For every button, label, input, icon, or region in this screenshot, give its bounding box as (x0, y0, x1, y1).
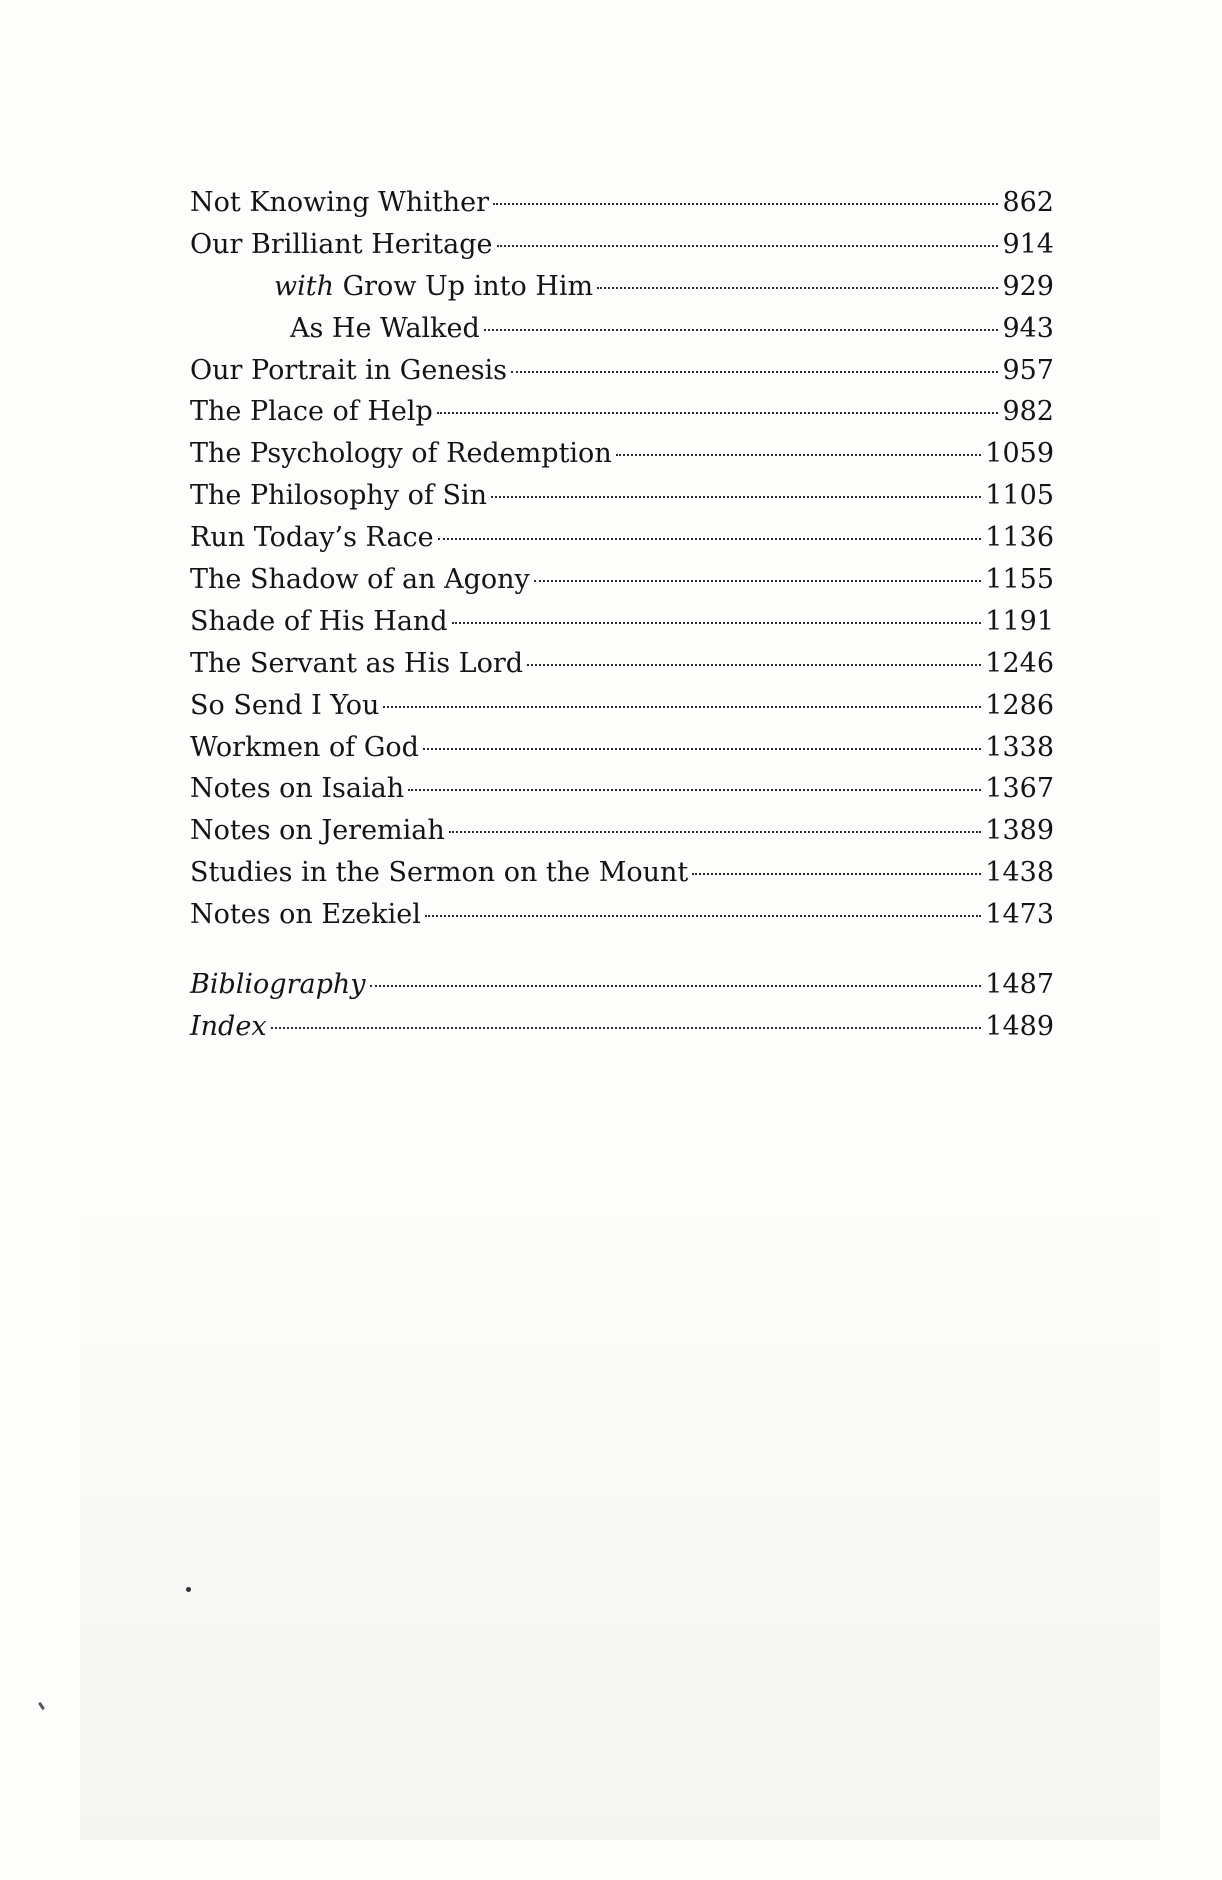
toc-entry-page: 914 (1002, 228, 1054, 260)
dot-leader (452, 622, 982, 624)
dot-leader (616, 454, 982, 456)
toc-entry-page: 1473 (985, 899, 1054, 931)
toc-entry-page: 1246 (985, 647, 1054, 679)
toc-entry-title: Notes on Ezekiel (190, 899, 421, 931)
toc-entry (190, 601, 1054, 643)
toc-entry-title: Studies in the Sermon on the Mount (190, 857, 689, 889)
toc-entry-title: Notes on Isaiah (190, 773, 405, 805)
toc-entry (190, 559, 1054, 601)
toc-entry (190, 727, 1054, 769)
toc-entry-page: 1155 (985, 564, 1054, 596)
toc-entry (190, 852, 1054, 894)
toc-entry-page: 862 (1002, 187, 1054, 218)
show-through-shadow (80, 1180, 1160, 1840)
toc-entry-prefix: with (274, 270, 334, 302)
toc-entry-page: 1487 (985, 969, 1054, 1001)
toc-entry-page: 1489 (985, 1010, 1054, 1042)
dot-leader (692, 873, 981, 875)
toc-entry-title: As He Walked (290, 312, 480, 344)
stray-mark (38, 1702, 45, 1710)
toc-entry-page: 1286 (985, 689, 1054, 721)
toc-entry-page: 1389 (985, 815, 1054, 847)
toc-entry-title: Shade of His Hand (190, 605, 448, 637)
toc-entry-title: Our Brilliant Heritage (190, 228, 493, 260)
dot-leader (497, 245, 999, 247)
toc-entry-title: Run Today’s Race (190, 522, 434, 554)
dot-leader (511, 371, 998, 373)
section-gap (190, 936, 1054, 964)
dot-leader (425, 915, 981, 917)
toc-entry (190, 224, 1054, 266)
toc-entry-page: 957 (1002, 354, 1054, 386)
toc-entry-page: 1059 (985, 438, 1054, 470)
toc-entry (190, 768, 1054, 810)
dot-leader (449, 831, 981, 833)
dot-leader (408, 789, 981, 791)
toc-entry (190, 350, 1054, 392)
dot-leader (438, 538, 982, 540)
toc-entry-title: Bibliography (190, 969, 366, 1001)
dot-leader (493, 203, 998, 205)
toc-entry-page: 1105 (985, 480, 1054, 512)
toc-entry-title: Not Knowing Whither (190, 187, 490, 218)
dot-leader (423, 748, 981, 750)
toc-entry (190, 475, 1054, 517)
toc-entry (190, 391, 1054, 433)
dot-leader (383, 706, 981, 708)
toc-entry-back-matter (190, 1006, 1054, 1048)
dot-leader (271, 1027, 982, 1029)
toc-entry-page: 1338 (985, 731, 1054, 763)
toc-entry-title: Notes on Jeremiah (190, 815, 445, 847)
toc-entry (190, 266, 1054, 308)
dot-leader (527, 664, 981, 666)
stray-mark (186, 1587, 191, 1592)
dot-leader (534, 580, 982, 582)
toc-entry (190, 308, 1054, 350)
dot-leader (597, 287, 998, 289)
toc-entry-title: So Send I You (190, 689, 380, 721)
toc-entry (190, 810, 1054, 852)
toc-entry-title-text: Grow Up into Him (334, 270, 594, 302)
toc-entry-page: 943 (1002, 312, 1054, 344)
toc-entry (190, 517, 1054, 559)
toc-entry-page: 1191 (985, 605, 1054, 637)
toc-entry (190, 643, 1054, 685)
toc-entry-title: Workmen of God (190, 731, 419, 763)
toc-entry-page: 1136 (985, 522, 1054, 554)
table-of-contents (190, 182, 1054, 1048)
dot-leader (484, 329, 999, 331)
toc-entry-title: The Psychology of Redemption (190, 438, 612, 470)
dot-leader (370, 985, 982, 987)
toc-entry-title (190, 266, 593, 308)
toc-entry-title: Index (190, 1010, 267, 1042)
toc-entry-page: 929 (1002, 270, 1054, 302)
toc-entry-page: 1438 (985, 857, 1054, 889)
toc-entry-title: Our Portrait in Genesis (190, 354, 508, 386)
toc-entry (190, 894, 1054, 936)
dot-leader (491, 496, 981, 498)
toc-entry (190, 182, 1054, 224)
toc-entry-back-matter (190, 964, 1054, 1006)
toc-entry-page: 1367 (985, 773, 1054, 805)
toc-entry (190, 685, 1054, 727)
toc-entry-title: The Place of Help (190, 396, 433, 428)
toc-entry-title: The Servant as His Lord (190, 647, 524, 679)
dot-leader (437, 412, 999, 414)
toc-entry-title: The Philosophy of Sin (190, 480, 488, 512)
toc-entry (190, 433, 1054, 475)
toc-entry-title: The Shadow of an Agony (190, 564, 530, 596)
toc-entry-page: 982 (1002, 396, 1054, 428)
